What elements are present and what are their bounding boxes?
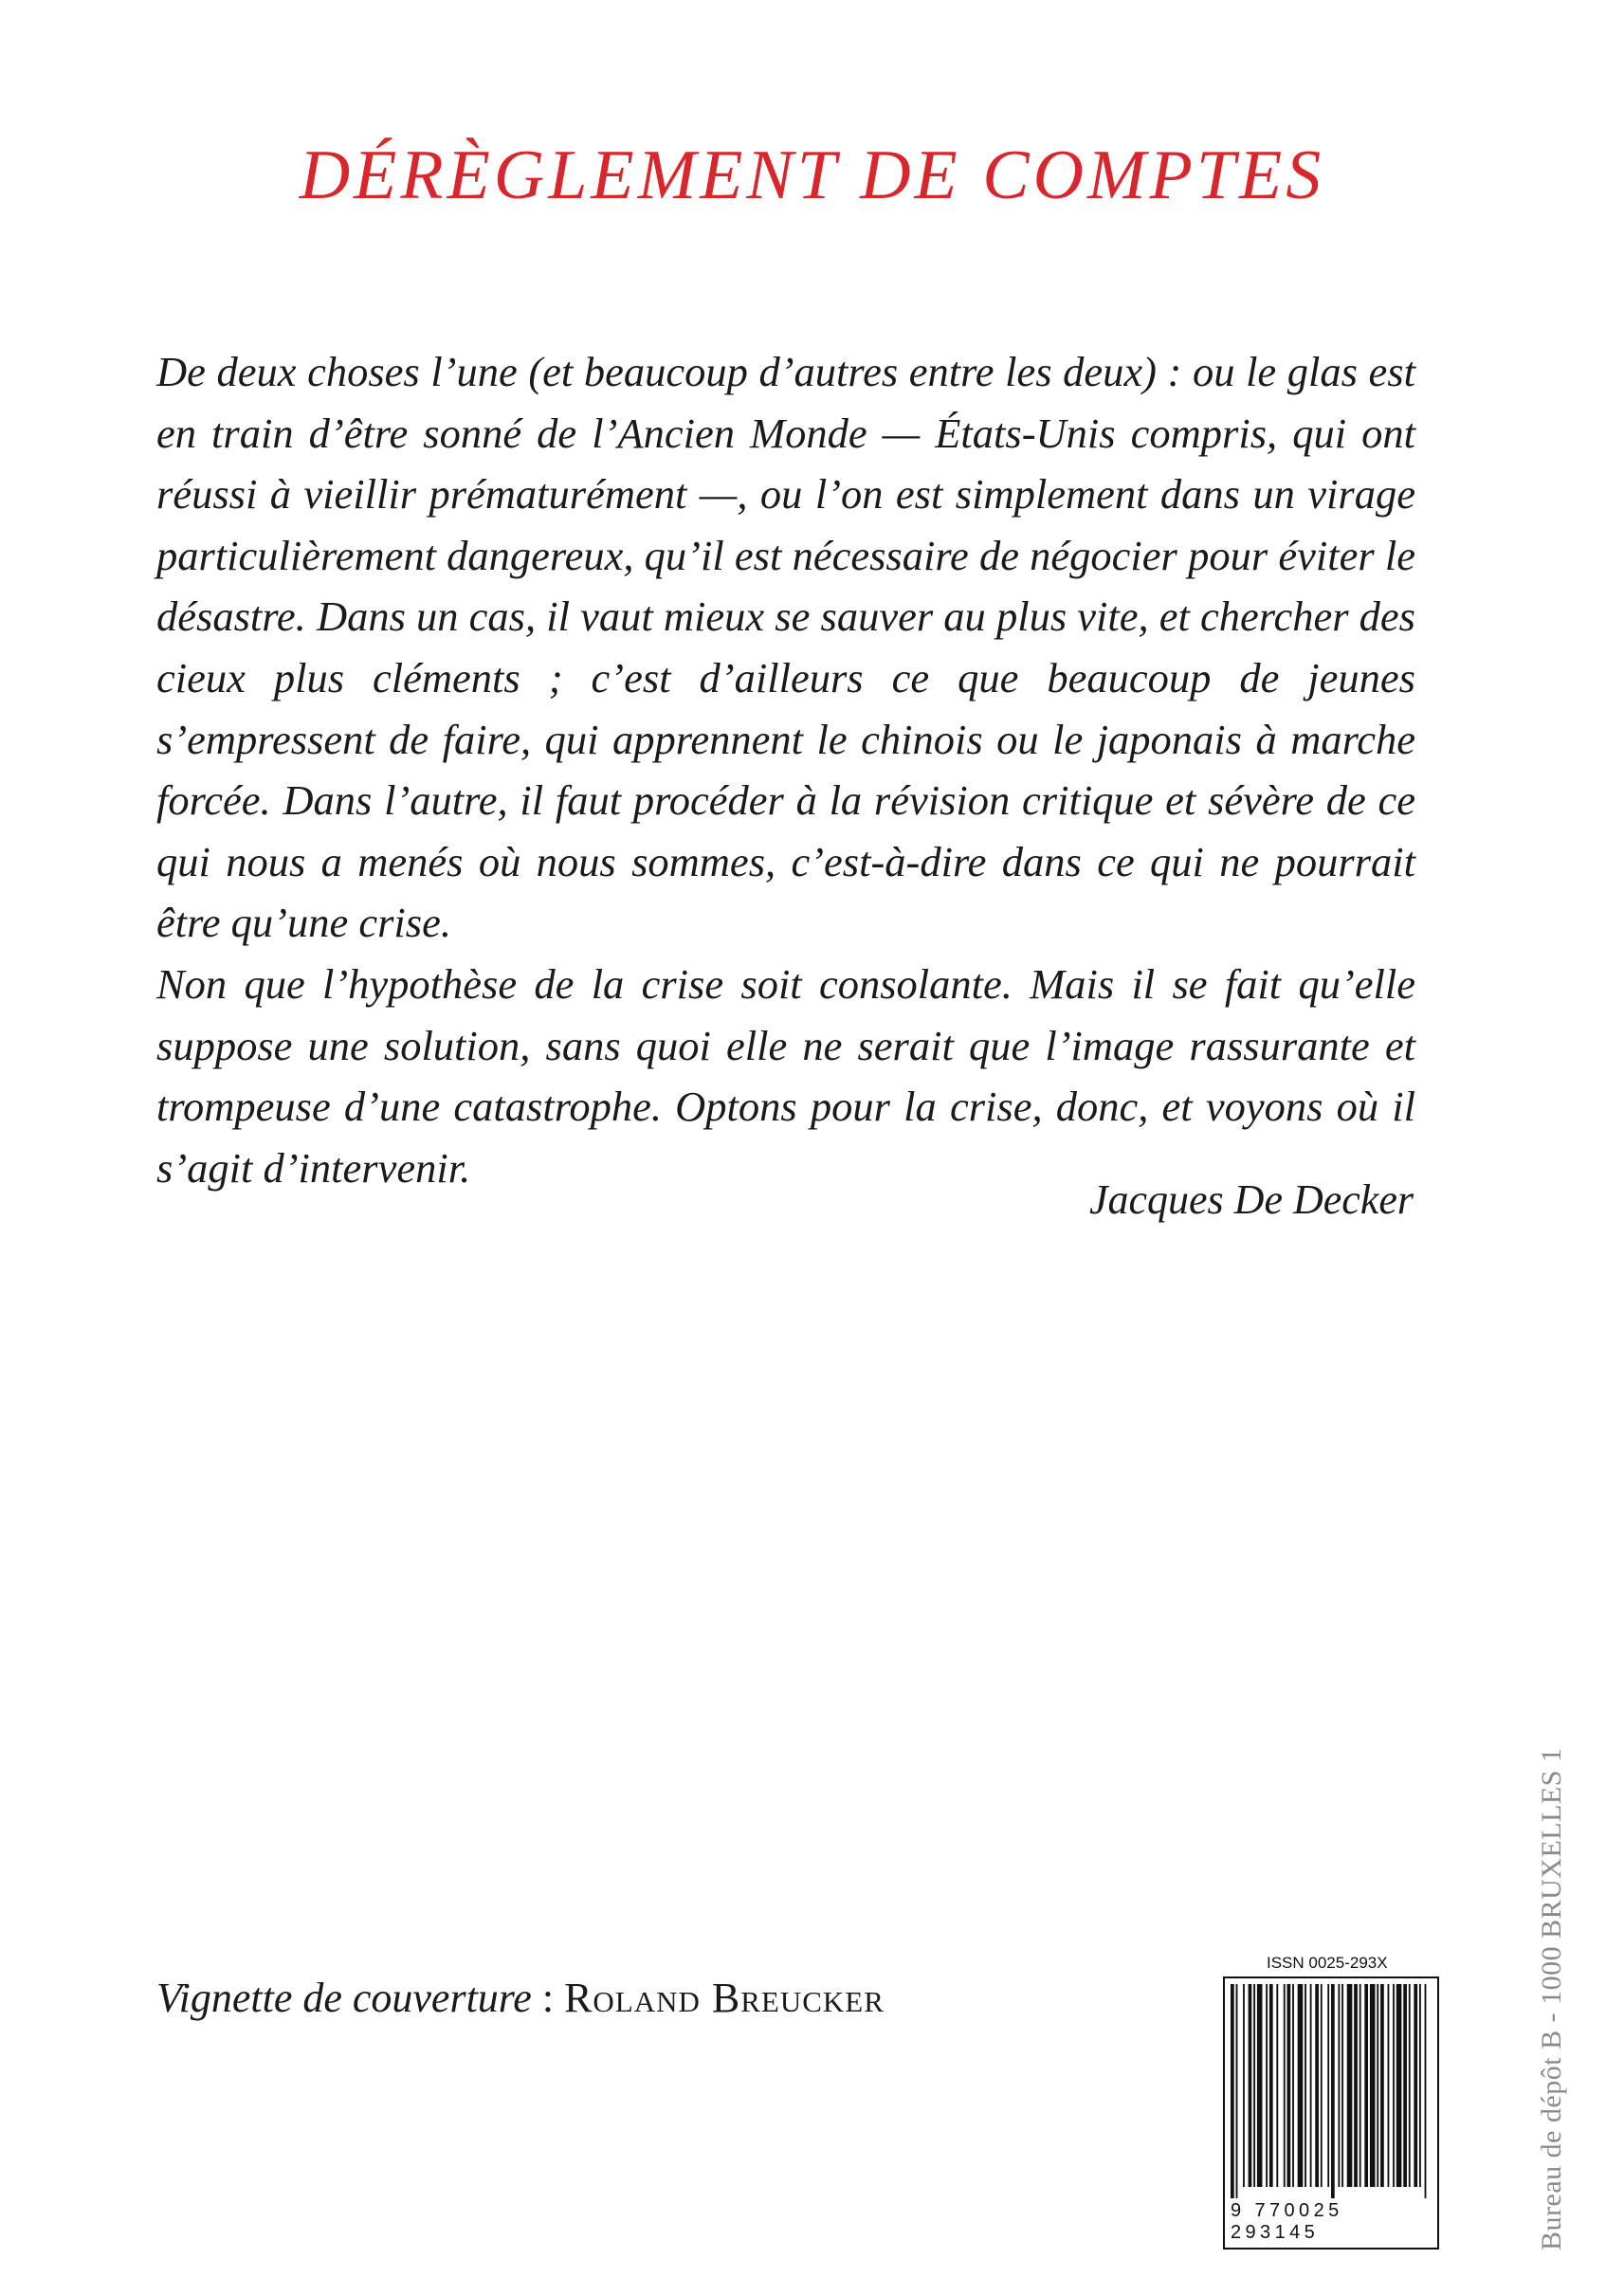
cover-credit <box>156 1977 885 2019</box>
barcode-bar <box>1310 1984 1312 2187</box>
barcode-bar <box>1321 1984 1323 2187</box>
barcode-bar <box>1257 1984 1263 2187</box>
barcode-bar <box>1370 1984 1376 2187</box>
barcode-bar <box>1305 1984 1306 2187</box>
postal-deposit-label: Bureau de dépôt B - 1000 BRUXELLES 1 <box>1536 1747 1567 2250</box>
page-title: DÉRÈGLEMENT DE COMPTES <box>299 137 1325 214</box>
barcode-digits: 9 770025 293145 <box>1231 2200 1343 2243</box>
body-text <box>156 341 1415 1198</box>
barcode-bar <box>1359 1984 1361 2187</box>
barcode-bar <box>1231 1984 1234 2198</box>
barcode-bar <box>1236 1984 1238 2198</box>
barcode-bar <box>1388 1984 1390 2187</box>
barcode-bar <box>1341 1984 1343 2187</box>
barcode-bar <box>1287 1984 1291 2187</box>
cover-credit-label: Vignette de couverture <box>156 1975 532 2021</box>
barcode-bar <box>1315 1984 1319 2187</box>
author-signature: Jacques De Decker <box>1088 1176 1414 1223</box>
barcode-bar <box>1380 1984 1384 2187</box>
issn-label: ISSN 0025-293X <box>1267 1954 1388 1972</box>
barcode-bar <box>1419 1984 1421 2187</box>
barcode-bar <box>1377 1984 1378 2187</box>
barcode-bar <box>1292 1984 1294 2187</box>
barcode-bar <box>1364 1984 1368 2187</box>
barcode-bar <box>1409 1984 1411 2187</box>
barcode <box>1223 1976 1439 2249</box>
barcode-bar <box>1284 1984 1286 2187</box>
barcode-bar <box>1298 1984 1304 2187</box>
barcode-bar <box>1249 1984 1252 2187</box>
barcode-bar <box>1393 1984 1395 2187</box>
barcode-bar <box>1425 1984 1427 2198</box>
paragraph-1: De deux choses l’une (et beaucoup d’autres entre les deux) : ou le glas est en train d’être sonné de l’Ancien Monde — États-Unis compris, qui ont réussi à vieillir prématurément —, ou l’on est simplement dans un virage particulièrement dangereux, qu’il est nécessaire de négocier pour éviter le désastre. Dans un cas, il vaut mieux se sauver au plus vite, et chercher des cieux plus cléments ; c’est d’ailleurs ce que beaucoup de jeunes s’empressent de faire, qui apprennent le chinois ou le japonais à marche forcée. Dans l’autre, il faut procéder à la révision critique et sévère de ce qui nous a menés où nous sommes, c’est-à-dire dans ce qui ne pourrait être qu’une crise. <box>156 348 1415 947</box>
barcode-bar <box>1253 1984 1255 2187</box>
barcode-bar <box>1396 1984 1402 2187</box>
barcode-bar <box>1331 1984 1335 2198</box>
barcode-bar <box>1269 1984 1273 2187</box>
barcode-block <box>1223 1955 1439 2249</box>
barcode-bar <box>1403 1984 1407 2187</box>
barcode-bar <box>1266 1984 1268 2187</box>
barcode-bar <box>1243 1984 1245 2187</box>
barcode-bar <box>1354 1984 1358 2187</box>
paragraph-2: Non que l’hypothèse de la crise soit consolante. Mais il se fait qu’elle suppose une solution, sans quoi elle ne serait que l’image rassurante et trompeuse d’une catastrophe. Optons pour la crise, donc, et voyons où il s’agit d’intervenir. <box>156 959 1415 1192</box>
barcode-bars <box>1231 1984 1432 2198</box>
barcode-bar <box>1338 1984 1340 2187</box>
barcode-bar <box>1347 1984 1353 2187</box>
barcode-bar <box>1327 1984 1329 2187</box>
cover-credit-name: Roland Breucker <box>564 1975 885 2021</box>
barcode-bar <box>1414 1984 1417 2187</box>
barcode-bar <box>1276 1984 1278 2187</box>
cover-credit-separator: : <box>531 1975 565 2021</box>
